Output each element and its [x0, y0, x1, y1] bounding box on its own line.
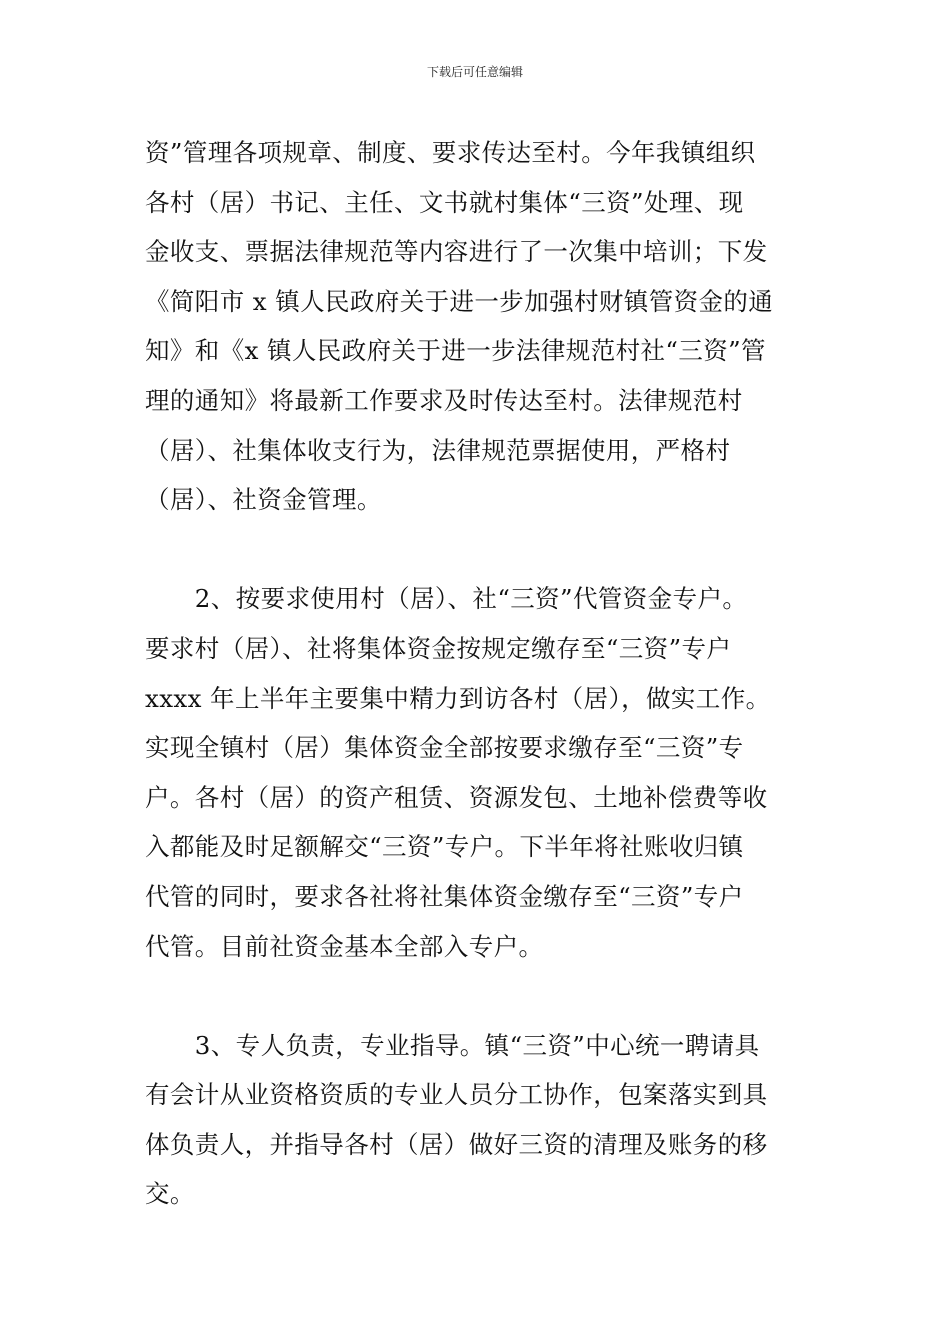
text-line: 实现全镇村（居）集体资金全部按要求缴存至“三资”专 — [145, 733, 744, 763]
text-line: 3、专人负责，专业指导。镇“三资”中心统一聘请具 — [145, 1030, 760, 1060]
text-line: 代管。目前社资金基本全部入专户。 — [145, 931, 544, 961]
text-line: xxxx 年上半年主要集中精力到访各村（居），做实工作。 — [145, 683, 771, 713]
text-line: 代管的同时，要求各社将社集体资金缴存至“三资”专户 — [145, 881, 744, 911]
page-header: 下载后可任意编辑 — [426, 65, 523, 79]
text-line: 交。 — [145, 1179, 195, 1209]
text-line: 体负责人，并指导各村（居）做好三资的清理及账务的移 — [145, 1129, 768, 1159]
paragraph-1 — [145, 128, 810, 525]
paragraph-3 — [145, 1021, 810, 1219]
text-line: 入都能及时足额解交“三资”专户。下半年将社账收归镇 — [145, 832, 744, 862]
text-line: 金收支、票据法律规范等内容进行了一次集中培训；下发 — [145, 237, 768, 267]
text-line: 2、按要求使用村（居）、社“三资”代管资金专户。 — [145, 584, 748, 614]
text-line: （居）、社集体收支行为，法律规范票据使用，严格村 — [145, 435, 731, 465]
document-body — [145, 128, 810, 1219]
text-line: （居）、社资金管理。 — [145, 485, 382, 515]
text-line: 《简阳市 x 镇人民政府关于进一步加强村财镇管资金的通 — [145, 286, 774, 316]
text-line: 各村（居）书记、主任、文书就村集体“三资”处理、现 — [145, 187, 744, 217]
text-line: 有会计从业资格资质的专业人员分工协作，包案落实到具 — [145, 1080, 768, 1110]
paragraph-2 — [145, 574, 810, 971]
text-line: 理的通知》将最新工作要求及时传达至村。法律规范村 — [145, 385, 743, 415]
text-line: 户。各村（居）的资产租赁、资源发包、土地补偿费等收 — [145, 782, 768, 812]
text-line: 知》和《x 镇人民政府关于进一步法律规范村社“三资”管 — [145, 336, 766, 366]
text-line: 资”管理各项规章、制度、要求传达至村。今年我镇组织 — [145, 138, 756, 167]
text-line: 要求村（居）、社将集体资金按规定缴存至“三资”专户 — [145, 633, 732, 663]
